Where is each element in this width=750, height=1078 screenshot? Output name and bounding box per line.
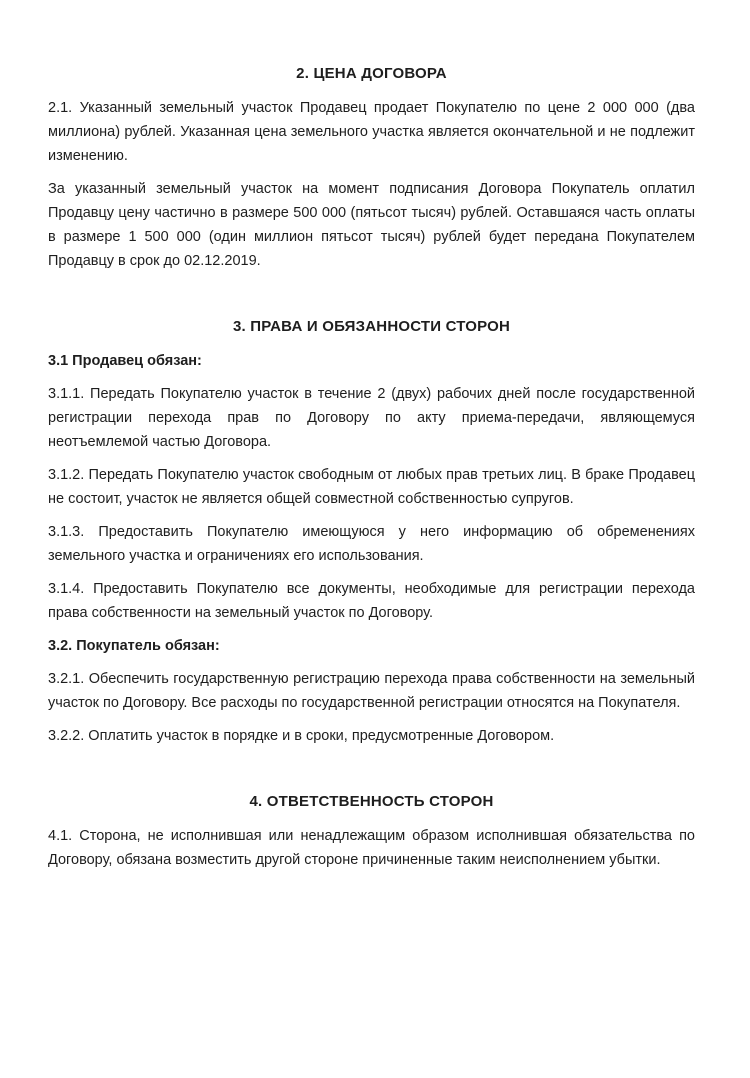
clause-4-1: 4.1. Сторона, не исполнившая или ненадлежащим образом исполнившая обязательства по Договору, обязана возместить другой стороне причиненные таким неисполнением убытки. <box>48 828 695 868</box>
subheading-buyer-obligations: 3.2. Покупатель обязан: <box>48 638 220 654</box>
section-heading-rights-obligations: 3. ПРАВА И ОБЯЗАННОСТИ СТОРОН <box>232 318 511 335</box>
clause-2-1: 2.1. Указанный земельный участок Продавец продает Покупателю по цене 2 000 000 (два миллиона) рублей. Указанная цена земельного участка является окончательной и не подлежит изменению. <box>48 100 695 164</box>
subheading-seller-obligations: 3.1 Продавец обязан: <box>48 353 202 369</box>
clause-3-2-1: 3.2.1. Обеспечить государственную регистрацию перехода права собственности на земельный участок по Договору. Все расходы по государственной регистрации относятся на Покупателя. <box>48 671 695 711</box>
clause-3-2-2: 3.2.2. Оплатить участок в порядке и в сроки, предусмотренные Договором. <box>48 728 555 744</box>
clause-2-payment-terms: За указанный земельный участок на момент подписания Договора Покупатель оплатил Продавцу цену частично в размере 500 000 (пятьсот тысяч) рублей. Оставшаяся часть оплаты в размере 1 500 000 (один миллион пятьсот тысяч) рублей будет передана Покупателем Продавцу в срок до 02.12.2019. <box>48 181 695 269</box>
clause-3-1-2: 3.1.2. Передать Покупателю участок свободным от любых прав третьих лиц. В браке Продавец не состоит, участок не является общей совместной собственностью супругов. <box>48 467 695 507</box>
section-heading-liability: 4. ОТВЕТСТВЕННОСТЬ СТОРОН <box>249 793 494 810</box>
clause-3-1-4: 3.1.4. Предоставить Покупателю все документы, необходимые для регистрации перехода права собственности на земельный участок по Договору. <box>48 581 695 621</box>
section-heading-contract-price: 2. ЦЕНА ДОГОВОРА <box>296 65 447 82</box>
clause-3-1-1: 3.1.1. Передать Покупателю участок в течение 2 (двух) рабочих дней после государственной регистрации перехода прав по Договору по акту приема-передачи, являющемуся неотъемлемой частью Договора. <box>48 386 695 450</box>
clause-3-1-3: 3.1.3. Предоставить Покупателю имеющуюся у него информацию об обременениях земельного участка и ограничениях его использования. <box>48 524 695 564</box>
